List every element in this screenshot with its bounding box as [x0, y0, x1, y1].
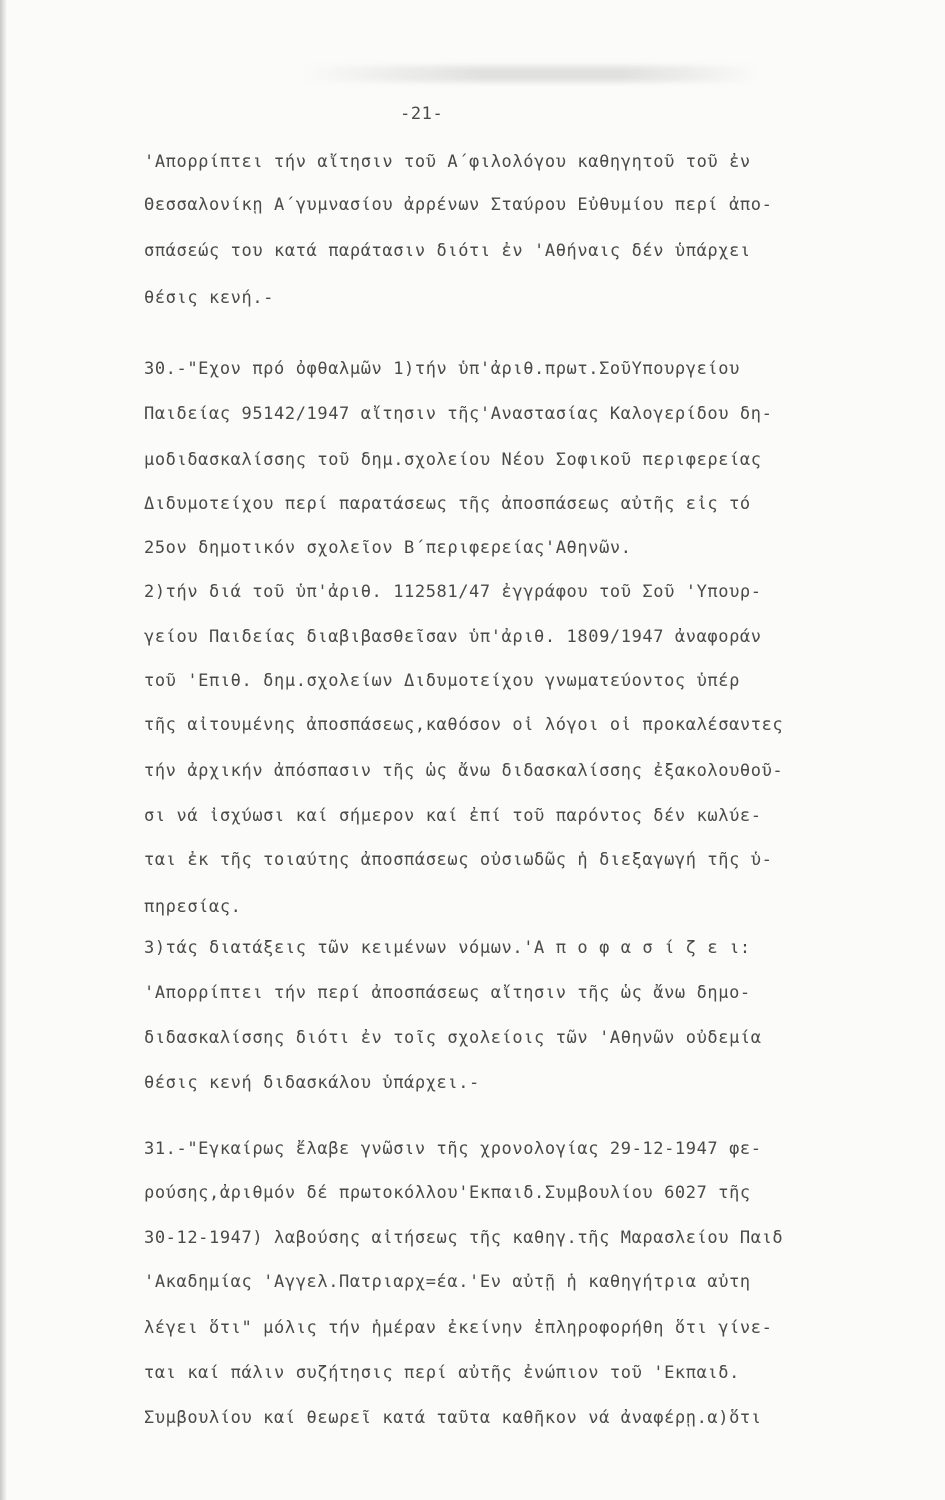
text-line: τοῦ 'Επιθ. δημ.σχολείων Διδυμοτείχου γνωματεύοντος ὑπέρ	[144, 671, 740, 691]
scan-edge-shadow	[0, 0, 7, 1500]
text-line: 'Απορρίπτει τήν αἴτησιν τοῦ Α΄φιλολόγου καθηγητοῦ τοῦ ἐν	[144, 152, 751, 172]
text-line: ρούσης,ἀριθμόν δέ πρωτοκόλλου'Εκπαιδ.Συμβουλίου 6027 τῆς	[144, 1183, 751, 1203]
text-line: 30.-"Εχον πρό ὀφθαλμῶν 1)τήν ὑπ'ἀριθ.πρωτ.ΣοῦΥπουργείου	[144, 359, 740, 379]
text-line: ται ἐκ τῆς τοιαύτης ἀποσπάσεως οὐσιωδῶς ἡ διεξαγωγή τῆς ὑ-	[144, 850, 773, 870]
text-line: ται καί πάλιν συζήτησις περί αὐτῆς ἐνώπιον τοῦ 'Εκπαιδ.	[144, 1363, 740, 1383]
page-number: -21-	[400, 104, 444, 124]
scan-smudge	[300, 66, 760, 82]
text-line: Παιδείας 95142/1947 αἴτησιν τῆς'Αναστασίας Καλογερίδου δη-	[144, 404, 773, 424]
text-line: 30-12-1947) λαβούσης αἰτήσεως τῆς καθηγ.τῆς Μαρασλείου Παιδ	[144, 1228, 784, 1248]
text-line: 'Ακαδημίας 'Αγγελ.Πατριαρχ=έα.'Εν αὐτῇ ἡ καθηγήτρια αὐτη	[144, 1272, 751, 1292]
text-line: 31.-"Εγκαίρως ἔλαβε γνῶσιν τῆς χρονολογίας 29-12-1947 φε-	[144, 1139, 762, 1159]
text-line: διδασκαλίσσης διότι ἐν τοῖς σχολείοις τῶν 'Αθηνῶν οὐδεμία	[144, 1028, 762, 1048]
text-line: θέσις κενή.-	[144, 288, 275, 308]
text-line: 3)τάς διατάξεις τῶν κειμένων νόμων.'Α π ο φ α σ ί ζ ε ι:	[144, 938, 751, 958]
text-line: γείου Παιδείας διαβιβασθεῖσαν ὑπ'ἀριθ. 1809/1947 ἀναφοράν	[144, 627, 762, 647]
text-line: Διδυμοτείχου περί παρατάσεως τῆς ἀποσπάσεως αὐτῆς εἰς τό	[144, 494, 751, 514]
text-line: σπάσεώς του κατά παράτασιν διότι ἐν 'Αθήναις δέν ὑπάρχει	[144, 241, 751, 261]
text-line: 2)τήν διά τοῦ ὑπ'ἀριθ. 112581/47 ἐγγράφου τοῦ Σοῦ 'Υπουρ-	[144, 582, 762, 602]
text-line: τήν ἀρχικήν ἀπόσπασιν τῆς ὡς ἄνω διδασκαλίσσης ἐξακολουθοῦ-	[144, 761, 784, 781]
text-line: Συμβουλίου καί θεωρεῖ κατά ταῦτα καθῆκον νά ἀναφέρῃ.α)ὅτι	[144, 1408, 762, 1428]
text-line: 25ον δημοτικόν σχολεῖον Β΄περιφερείας'Αθηνῶν.	[144, 538, 632, 558]
text-line: λέγει ὅτι" μόλις τήν ἡμέραν ἐκείνην ἐπληροφορήθη ὅτι γίνε-	[144, 1318, 773, 1338]
text-line: 'Απορρίπτει τήν περί ἀποσπάσεως αἴτησιν τῆς ὡς ἄνω δημο-	[144, 983, 751, 1003]
text-line: τῆς αἰτουμένης ἀποσπάσεως,καθόσον οἱ λόγοι οἱ προκαλέσαντες	[144, 715, 784, 735]
text-line: Θεσσαλονίκῃ Α΄γυμνασίου ἀρρένων Σταύρου Εὐθυμίου περί ἀπο-	[144, 195, 773, 215]
text-line: μοδιδασκαλίσσης τοῦ δημ.σχολείου Νέου Σοφικοῦ περιφερείας	[144, 450, 762, 470]
text-line: θέσις κενή διδασκάλου ὑπάρχει.-	[144, 1073, 480, 1093]
text-line: σι νά ἰσχύωσι καί σήμερον καί ἐπί τοῦ παρόντος δέν κωλύε-	[144, 806, 762, 826]
text-line: πηρεσίας.	[144, 897, 242, 917]
